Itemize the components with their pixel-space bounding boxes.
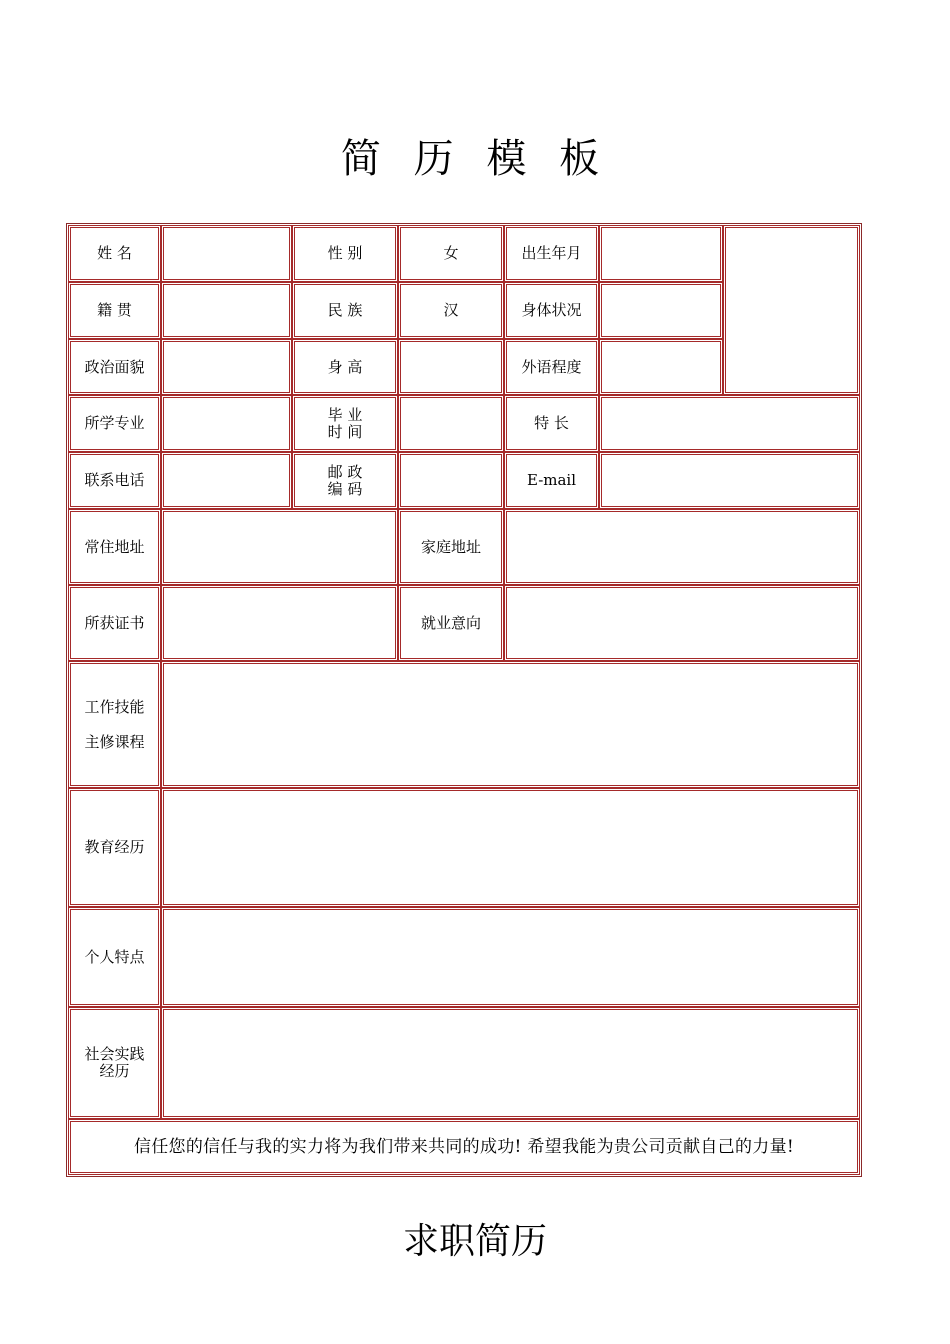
height-label: 身 高 — [292, 339, 398, 395]
major-field[interactable] — [161, 395, 292, 452]
native-place-field[interactable] — [161, 282, 292, 339]
education-label: 教育经历 — [68, 788, 161, 907]
phone-label: 联系电话 — [68, 452, 161, 509]
birth-label: 出生年月 — [504, 225, 599, 282]
native-place-label: 籍 贯 — [68, 282, 161, 339]
home-address-label: 家庭地址 — [398, 509, 504, 585]
residence-label: 常住地址 — [68, 509, 161, 585]
political-status-field[interactable] — [161, 339, 292, 395]
language-label: 外语程度 — [504, 339, 599, 395]
closing-statement: 信任您的信任与我的实力将为我们带来共同的成功! 希望我能为贵公司贡献自己的力量! — [68, 1119, 860, 1175]
height-field[interactable] — [398, 339, 504, 395]
phone-field[interactable] — [161, 452, 292, 509]
social-practice-label-line2: 经历 — [99, 1062, 130, 1080]
gender-label: 性 别 — [292, 225, 398, 282]
gender-value[interactable]: 女 — [398, 225, 504, 282]
courses-label: 主修课程 — [84, 732, 145, 751]
document-title: 简 历 模 板 — [340, 136, 610, 182]
language-field[interactable] — [599, 339, 723, 395]
personal-traits-label: 个人特点 — [68, 907, 161, 1007]
name-label: 姓 名 — [68, 225, 161, 282]
email-label: E-mail — [504, 452, 599, 509]
job-intention-label: 就业意向 — [398, 585, 504, 661]
specialty-label: 特 长 — [504, 395, 599, 452]
ethnicity-value[interactable]: 汉 — [398, 282, 504, 339]
job-intention-field[interactable] — [504, 585, 860, 661]
home-address-field[interactable] — [504, 509, 860, 585]
health-field[interactable] — [599, 282, 723, 339]
major-label: 所学专业 — [68, 395, 161, 452]
residence-field[interactable] — [161, 509, 398, 585]
document-subtitle: 求职简历 — [402, 1221, 547, 1262]
photo-box[interactable] — [723, 225, 860, 395]
social-practice-label — [68, 1007, 161, 1119]
ethnicity-label: 民 族 — [292, 282, 398, 339]
name-field[interactable] — [161, 225, 292, 282]
graduation-time-label — [292, 395, 398, 452]
certificates-label: 所获证书 — [68, 585, 161, 661]
postcode-label — [292, 452, 398, 509]
specialty-field[interactable] — [599, 395, 860, 452]
postcode-label-line1: 邮 政 — [327, 462, 363, 481]
birth-field[interactable] — [599, 225, 723, 282]
email-field[interactable] — [599, 452, 860, 509]
education-field[interactable] — [161, 788, 860, 907]
graduation-time-field[interactable] — [398, 395, 504, 452]
skills-label: 工作技能 — [84, 697, 145, 716]
political-status-label: 政治面貌 — [68, 339, 161, 395]
postcode-label-line2: 编 码 — [327, 479, 363, 498]
social-practice-label-line1: 社会实践 — [84, 1045, 145, 1063]
certificates-field[interactable] — [161, 585, 398, 661]
graduation-label-line2: 时 间 — [327, 422, 363, 441]
personal-traits-field[interactable] — [161, 907, 860, 1007]
skills-courses-label — [68, 661, 161, 788]
health-label: 身体状况 — [504, 282, 599, 339]
graduation-label-line1: 毕 业 — [327, 405, 363, 424]
skills-courses-field[interactable] — [161, 661, 860, 788]
social-practice-field[interactable] — [161, 1007, 860, 1119]
postcode-field[interactable] — [398, 452, 504, 509]
